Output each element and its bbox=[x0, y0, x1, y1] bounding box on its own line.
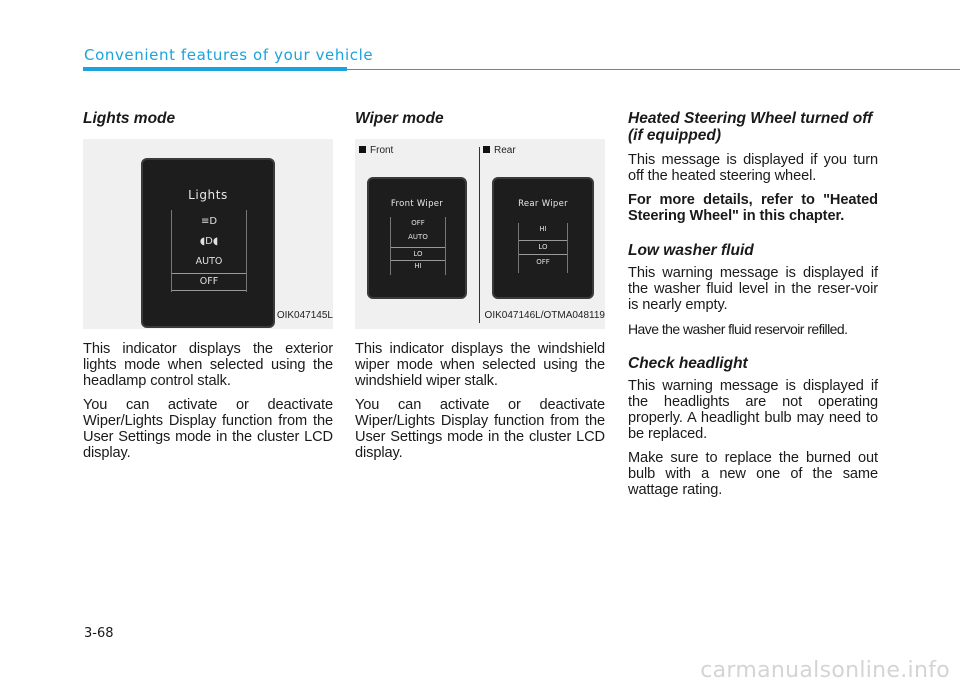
page-number: 3-68 bbox=[84, 626, 114, 641]
figure-code: OIK047146L/OTMA048119 bbox=[484, 310, 605, 321]
front-wiper-lcd bbox=[367, 177, 467, 299]
front-wiper-menu bbox=[390, 217, 446, 275]
wiper-mode-figure bbox=[355, 139, 605, 329]
lights-lcd-screen bbox=[141, 158, 275, 328]
parking-light-icon: ◖D◖ bbox=[199, 236, 219, 247]
figure-divider bbox=[479, 147, 480, 323]
low-washer-instruction: Have the washer fluid reservoir refilled. bbox=[628, 321, 848, 337]
front-menu-item-hi: HI bbox=[414, 262, 422, 270]
lights-menu-item-auto: AUTO bbox=[195, 256, 223, 267]
front-wiper-title: Front Wiper bbox=[390, 199, 444, 209]
lights-menu-item-off: OFF bbox=[172, 273, 246, 291]
low-washer-heading: Low washer fluid bbox=[628, 242, 754, 259]
rear-label: Rear bbox=[483, 145, 516, 156]
rear-menu-item-hi: HI bbox=[539, 225, 547, 233]
header-rule-thick bbox=[83, 67, 347, 71]
section-title: Convenient features of your vehicle bbox=[84, 46, 374, 64]
heated-steering-heading: Heated Steering Wheel turned off (if equipped) bbox=[628, 110, 873, 144]
front-menu-item-auto: AUTO bbox=[408, 233, 428, 241]
rear-wiper-menu bbox=[518, 223, 568, 273]
check-headlight-instruction: Make sure to replace the burned out bulb with a new one of the same wattage rating. bbox=[628, 450, 878, 498]
wiper-mode-paragraph-1: This indicator displays the windshield wiper mode when selected using the windshield wiper stalk. bbox=[355, 341, 605, 389]
lights-mode-figure bbox=[83, 139, 333, 329]
front-menu-item-off: OFF bbox=[411, 219, 425, 227]
low-beam-icon: ≡D bbox=[200, 216, 218, 227]
lights-mode-column bbox=[83, 110, 333, 469]
wiper-mode-column bbox=[355, 110, 605, 469]
front-menu-item-lo: LO bbox=[391, 247, 445, 261]
wiper-mode-paragraph-2: You can activate or deactivate Wiper/Lights Display function from the User Settings mode in the cluster LCD display. bbox=[355, 397, 605, 461]
lights-mode-paragraph-2: You can activate or deactivate Wiper/Lights Display function from the User Settings mode in the cluster LCD display. bbox=[83, 397, 333, 461]
front-label: Front bbox=[359, 145, 393, 156]
figure-code: OIK047145L bbox=[276, 310, 333, 321]
rear-wiper-lcd bbox=[492, 177, 594, 299]
heated-steering-reference: For more details, refer to "Heated Steering Wheel" in this chapter. bbox=[628, 192, 878, 224]
lights-lcd-title: Lights bbox=[188, 188, 228, 202]
lights-menu bbox=[171, 210, 247, 292]
wiper-mode-heading: Wiper mode bbox=[355, 110, 444, 127]
low-washer-paragraph: This warning message is displayed if the washer fluid level in the reser-voir is nearly empty. bbox=[628, 265, 878, 313]
square-bullet-icon bbox=[359, 146, 366, 153]
header-rule-thin bbox=[347, 69, 960, 70]
rear-menu-item-lo: LO bbox=[519, 240, 567, 255]
check-headlight-paragraph: This warning message is displayed if the headlights are not operating properly. A headlight bulb may need to be replaced. bbox=[628, 378, 878, 442]
lights-mode-paragraph-1: This indicator displays the exterior lights mode when selected using the headlamp control stalk. bbox=[83, 341, 333, 389]
lights-mode-heading: Lights mode bbox=[83, 110, 176, 127]
rear-wiper-title: Rear Wiper bbox=[518, 199, 568, 209]
square-bullet-icon bbox=[483, 146, 490, 153]
watermark: carmanualsonline.info bbox=[700, 658, 950, 683]
rear-menu-item-off: OFF bbox=[536, 258, 550, 266]
messages-column bbox=[628, 110, 878, 506]
heated-steering-paragraph: This message is displayed if you turn off the heated steering wheel. bbox=[628, 152, 878, 184]
check-headlight-heading: Check headlight bbox=[628, 355, 748, 372]
